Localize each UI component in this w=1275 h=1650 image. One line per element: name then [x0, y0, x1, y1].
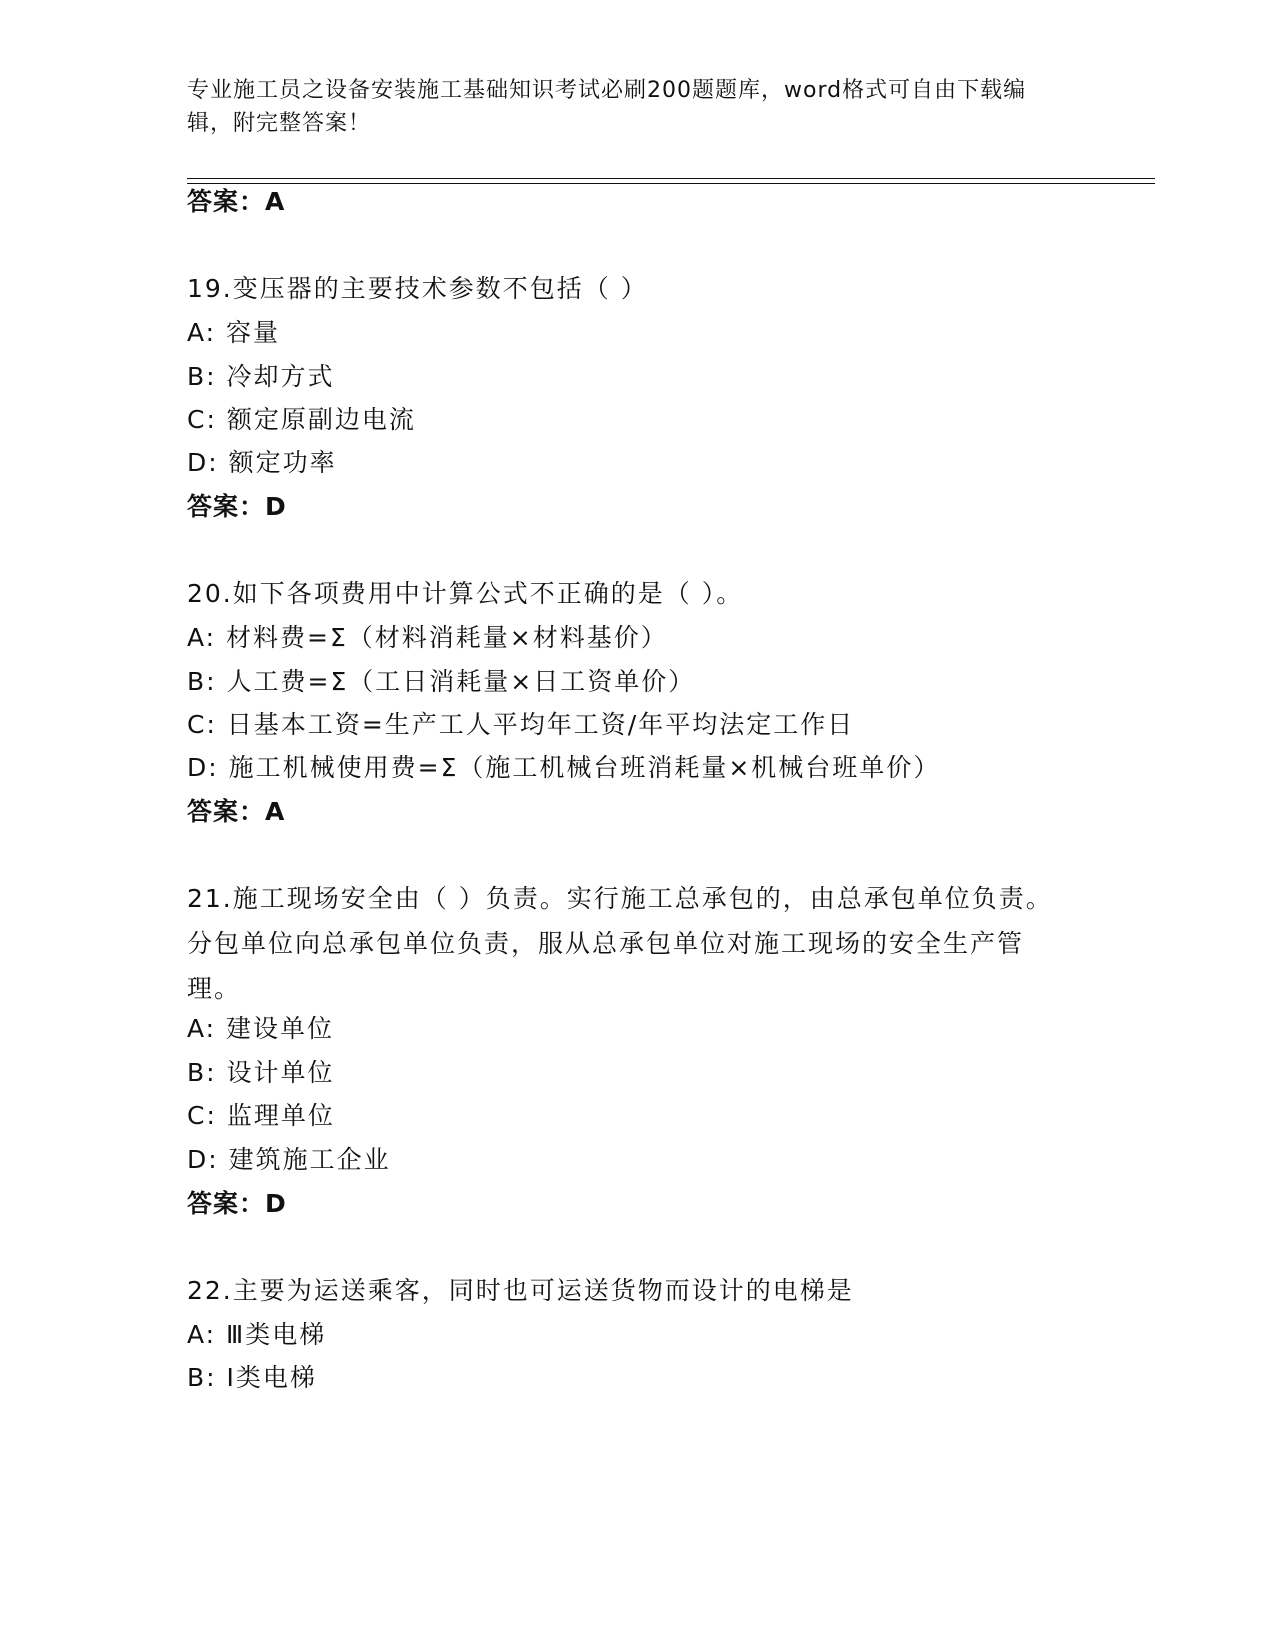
question-20-stem: 20.如下各项费用中计算公式不正确的是（ ）。 — [187, 579, 744, 608]
question-21-option-c: C: 监理单位 — [187, 1101, 335, 1130]
question-22-option-b: B: Ⅰ类电梯 — [187, 1363, 317, 1392]
question-20-option-c: C: 日基本工资=生产工人平均年工资/年平均法定工作日 — [187, 710, 855, 739]
question-19-option-b: B: 冷却方式 — [187, 362, 335, 391]
question-20-option-b: B: 人工费=Σ（工日消耗量×日工资单价） — [187, 667, 696, 696]
question-22-option-a: A: Ⅲ类电梯 — [187, 1320, 327, 1349]
question-21-stem: 21.施工现场安全由（ ）负责。实行施工总承包的，由总承包单位负责。分包单位向总承包单位负责，服从总承包单位对施工现场的安全生产管理。 — [187, 884, 1053, 1003]
question-20-answer: 答案：A — [187, 797, 286, 826]
document-header: 专业施工员之设备安装施工基础知识考试必刷200题题库，word格式可自由下载编辑，附完整答案！ — [187, 78, 1027, 136]
question-19-answer: 答案：D — [187, 492, 287, 521]
question-21-option-d: D: 建筑施工企业 — [187, 1145, 391, 1174]
question-19-stem: 19.变压器的主要技术参数不包括（ ） — [187, 274, 648, 303]
question-21-answer: 答案：D — [187, 1189, 287, 1218]
question-21-option-b: B: 设计单位 — [187, 1058, 335, 1087]
question-22-stem: 22.主要为运送乘客，同时也可运送货物而设计的电梯是 — [187, 1276, 854, 1305]
question-19-option-c: C: 额定原副边电流 — [187, 405, 416, 434]
question-19-option-d: D: 额定功率 — [187, 448, 337, 477]
answer-prev: 答案：A — [187, 187, 286, 216]
header-divider-bottom — [187, 183, 1155, 184]
question-20-option-a: A: 材料费=Σ（材料消耗量×材料基价） — [187, 623, 668, 652]
question-21-option-a: A: 建设单位 — [187, 1014, 335, 1043]
question-20-option-d: D: 施工机械使用费=Σ（施工机械台班消耗量×机械台班单价） — [187, 753, 941, 782]
question-19-option-a: A: 容量 — [187, 318, 281, 347]
header-divider-top — [187, 178, 1155, 179]
